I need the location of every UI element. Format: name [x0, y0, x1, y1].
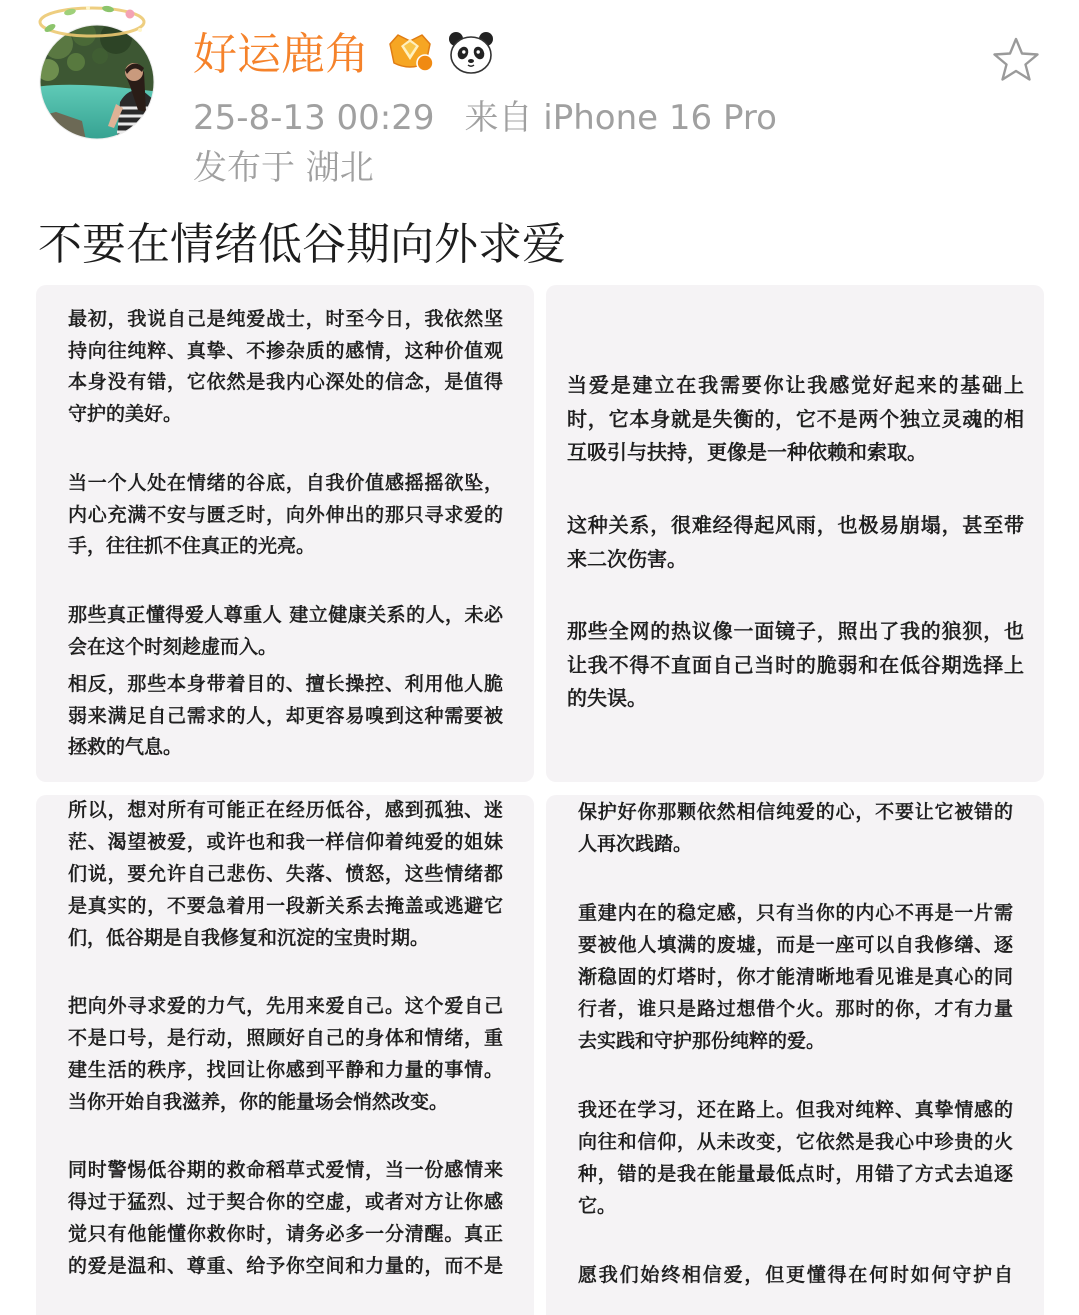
paragraph: [578, 1259, 1013, 1291]
text-line: 向往和信仰，从未改变，它依然是我心中珍贵的火: [578, 1131, 1013, 1153]
text-line: 种，错的是我在能量最低点时，用错了方式去追逐: [578, 1163, 1013, 1185]
text-line: 的爱是温和、尊重、给予你空间和力量的，而不是: [68, 1255, 503, 1277]
text-line: 人再次践踏。: [578, 833, 693, 855]
star-outline-icon[interactable]: [992, 36, 1040, 84]
text-line: 的失误。: [567, 686, 647, 710]
text-line: 这种关系，很难经得起风雨，也极易崩塌，甚至带: [567, 513, 1024, 537]
text-line: 最初，我说自己是纯爱战士，时至今日，我依然坚: [68, 308, 503, 330]
text-line: 守护的美好。: [68, 402, 183, 425]
text-line: 当爱是建立在我需要你让我感觉好起来的基础上: [567, 373, 1024, 397]
panda-icon: [447, 30, 495, 76]
paragraph: [68, 1154, 503, 1282]
post-image-1[interactable]: [36, 285, 534, 782]
text-line: 不是口号，是行动，照顾好自己的身体和情绪，重: [68, 1027, 503, 1049]
text-line: 拯救的气息。: [68, 736, 183, 758]
username[interactable]: 好运鹿角: [193, 29, 369, 80]
paragraph: [578, 1094, 1013, 1222]
paragraph: [68, 990, 503, 1118]
text-line: 相反，那些本身带着目的、擅长操控、利用他人脆: [68, 673, 503, 695]
text-line: 是真实的，不要急着用一段新关系去掩盖或逃避它: [68, 895, 503, 917]
paragraph: [567, 509, 1024, 576]
paragraph: [578, 796, 1013, 860]
post-title: 不要在情绪低谷期向外求爱: [38, 219, 566, 270]
paragraph: [567, 615, 1024, 716]
post-image-2[interactable]: [546, 285, 1044, 782]
text-line: 我还在学习，还在路上。但我对纯粹、真挚情感的: [578, 1099, 1013, 1121]
text-line: 保护好你那颗依然相信纯爱的心，不要让它被错的: [578, 801, 1013, 823]
text-line: 愿我们始终相信爱，但更懂得在何时如何守护自: [578, 1264, 1013, 1286]
text-line: 渐稳固的灯塔时，你才能清晰地看见谁是真心的同: [578, 966, 1013, 988]
text-line: 重建内在的稳定感，只有当你的内心不再是一片需: [578, 902, 1013, 924]
paragraph: [68, 795, 503, 954]
text-line: 把向外寻求爱的力气，先用来爱自己。这个爱自己: [68, 995, 503, 1017]
post-image-4[interactable]: [546, 795, 1044, 1315]
avatar-photo: [30, 20, 160, 145]
paragraph: [578, 897, 1013, 1057]
text-line: 互吸引与扶持，更像是一种依赖和索取。: [567, 440, 927, 464]
text-line: 要被他人填满的废墟，而是一座可以自我修缮、逐: [578, 934, 1013, 956]
text-line: 弱来满足自己需求的人，却更容易嗅到这种需要被: [68, 704, 503, 727]
paragraph: [567, 369, 1024, 470]
text-line: 当你开始自我滋养，你的能量场会悄然改变。: [68, 1091, 449, 1113]
post-timestamp[interactable]: 25-8-13 00:29: [193, 98, 435, 138]
post-meta: [193, 98, 777, 138]
text-line: 它。: [578, 1195, 617, 1217]
paragraph: [68, 600, 503, 663]
paragraph: [68, 669, 503, 764]
text-line: 本身没有错，它依然是我内心深处的信念，是值得: [68, 371, 503, 393]
text-line: 内心充满不安与匮乏时，向外伸出的那只寻求爱的: [68, 503, 503, 526]
avatar[interactable]: [30, 0, 160, 145]
text-line: 们说，要允许自己悲伤、失落、愤怒，这些情绪都: [68, 863, 503, 885]
text-line: 茫、渴望被爱，或许也和我一样信仰着纯爱的姐妹: [68, 831, 503, 853]
text-line: 同时警惕低谷期的救命稻草式爱情，当一份感情来: [68, 1159, 503, 1181]
text-line: 们，低谷期是自我修复和沉淀的宝贵时期。: [68, 927, 430, 949]
text-line: 会在这个时刻趁虚而入。: [68, 635, 278, 658]
paragraph: [68, 304, 503, 430]
text-line: 觉只有他能懂你救你时，请务必多一分清醒。真正: [68, 1223, 503, 1245]
text-line: 那些全网的热议像一面镜子，照出了我的狼狈，也: [567, 619, 1024, 643]
post-source: 来自 iPhone 16 Pro: [464, 98, 777, 138]
text-line: 让我不得不直面自己当时的脆弱和在低谷期选择上: [567, 652, 1024, 677]
text-line: 时，它本身就是失衡的，它不是两个独立灵魂的相: [567, 406, 1024, 431]
text-line: 行者，谁只是路过想借个火。那时的你，才有力量: [578, 998, 1013, 1020]
text-line: 来二次伤害。: [567, 546, 687, 571]
text-line: 那些真正懂得爱人尊重人 建立健康关系的人，未必: [68, 604, 503, 626]
crown-badge-icon[interactable]: [384, 30, 436, 74]
post-image-3[interactable]: [36, 795, 534, 1315]
paragraph: [68, 468, 503, 563]
text-line: 去实践和守护那份纯粹的爱。: [578, 1030, 826, 1052]
text-line: 所以，想对所有可能正在经历低谷，感到孤独、迷: [68, 799, 503, 821]
text-line: 得过于猛烈、过于契合你的空虚，或者对方让你感: [68, 1191, 503, 1213]
text-line: 手，往往抓不住真正的光亮。: [68, 535, 316, 557]
text-line: 当一个人处在情绪的谷底，自我价值感摇摇欲坠，: [68, 472, 503, 494]
text-line: 建生活的秩序，找回让你感到平静和力量的事情。: [68, 1059, 503, 1081]
post-location: 发布于 湖北: [193, 148, 374, 188]
text-line: 持向往纯粹、真挚、不掺杂质的感情，这种价值观: [68, 339, 503, 362]
